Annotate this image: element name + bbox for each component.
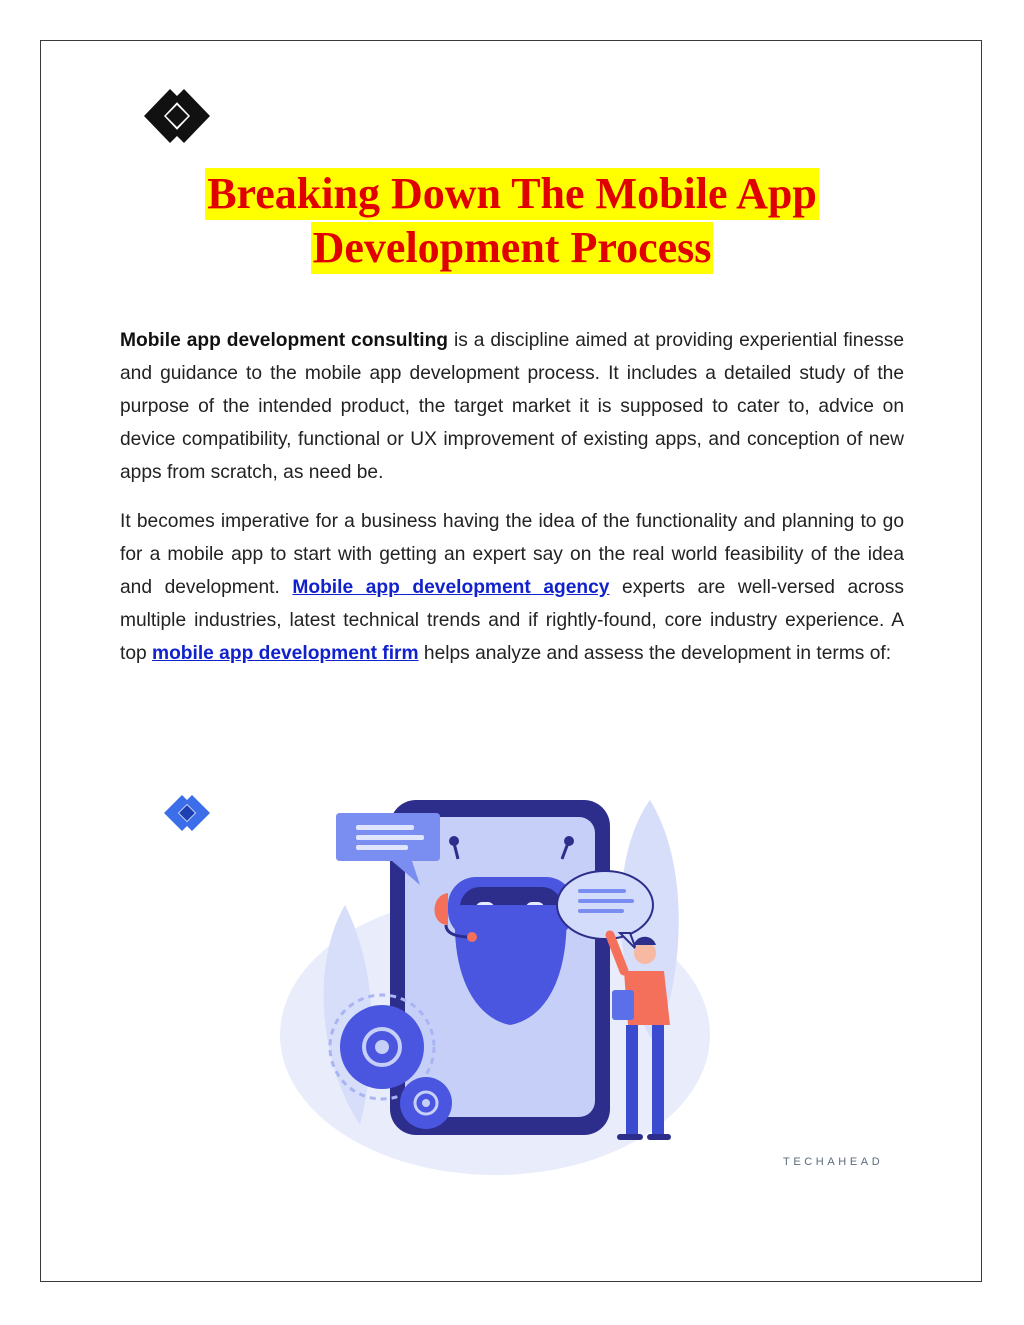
company-logo-icon — [138, 83, 216, 149]
robot-app-illustration — [150, 785, 890, 1175]
title-line-1: Breaking Down The Mobile App — [207, 169, 817, 218]
title-line-2: Development Process — [312, 223, 712, 272]
techahead-watermark: TECHAHEAD — [783, 1156, 884, 1168]
paragraph-2 — [120, 505, 904, 670]
paragraph-1 — [120, 324, 904, 489]
bold-lead-term: Mobile app development consulting — [120, 330, 449, 351]
paragraph-2-text-3: helps analyze and assess the development in terms of: — [418, 643, 892, 664]
agency-link[interactable]: Mobile app development agency — [292, 577, 610, 598]
gear-small-icon — [400, 1077, 452, 1129]
document-title — [0, 168, 1024, 274]
article-body — [120, 324, 904, 686]
illustration-logo-icon — [164, 795, 210, 831]
firm-link[interactable]: mobile app development firm — [152, 643, 419, 664]
paragraph-1-text: is a discipline aimed at providing experiential finesse and guidance to the mobile app development process. It includes a detailed study of the purpose of the intended product, the target market it is supposed to cater to, advice on device compatibility, functional or UX improvement of existing apps, and conception of new apps from scratch, as need be. — [120, 330, 904, 483]
paragraph-2-text-2: experts are well-versed across multiple industries, latest technical trends and if rightly-found, core industry experience. A top — [120, 577, 904, 664]
paragraph-2-text-1: It becomes imperative for a business having the idea of the functionality and planning to go for a mobile app to start with getting an expert say on the real world feasibility of the idea and development. — [120, 511, 904, 598]
